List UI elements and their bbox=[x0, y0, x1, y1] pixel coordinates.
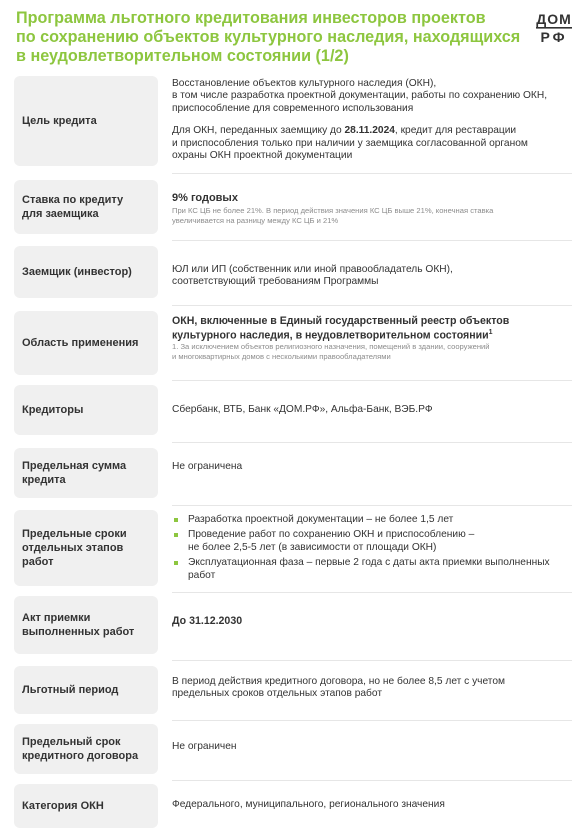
separator bbox=[172, 240, 572, 241]
value-rate: 9% годовых При КС ЦБ не более 21%. В период действия значения КС ЦБ выше 21%, конечная ставка увеличивается на разницу между КС ЦБ и 21% bbox=[172, 192, 572, 225]
value-stages bbox=[172, 514, 572, 582]
label-limit: Предельная сумма кредита bbox=[14, 448, 158, 498]
rate-value: 9% годовых bbox=[172, 192, 238, 204]
value-purpose: Восстановление объектов культурного наследия (ОКН), в том числе разработка проектной документации, работы по сохранению ОКН, приспособление для современного использования Для ОКН, переданных заемщику до 28.11.2024, кредит для реставрации и приспособления только при наличии у заемщика согласованной органом охраны ОКН проектной документации bbox=[172, 78, 548, 162]
logo-bottom-text: РФ bbox=[540, 29, 568, 44]
value-category: Федерального, муниципального, регионального значения bbox=[172, 799, 445, 810]
label-scope: Область применения bbox=[14, 311, 158, 375]
label-rate: Ставка по кредиту для заемщика bbox=[14, 180, 158, 234]
label-term: Предельный срок кредитного договора bbox=[14, 724, 158, 774]
value-term: Не ограничен bbox=[172, 741, 237, 752]
list-item: Проведение работ по сохранению ОКН и приспособлению – не более 2,5-5 лет (в зависимости от площади ОКН) bbox=[172, 529, 572, 554]
value-limit: Не ограничена bbox=[172, 461, 243, 472]
separator bbox=[172, 505, 572, 506]
separator bbox=[172, 592, 572, 593]
title-line-2: по сохранению объектов культурного наследия, находящихся bbox=[16, 28, 521, 46]
label-category: Категория ОКН bbox=[14, 784, 158, 828]
label-act: Акт приемки выполненных работ bbox=[14, 596, 158, 654]
list-item: Эксплуатационная фаза – первые 2 года с даты акта приемки выполненных работ bbox=[172, 557, 572, 582]
label-grace: Льготный период bbox=[14, 666, 158, 714]
purpose-date: 28.11.2024 bbox=[344, 125, 395, 137]
logo-top-text: ДОМ bbox=[536, 11, 572, 27]
label-borrower: Заемщик (инвестор) bbox=[14, 246, 158, 298]
dom-rf-logo bbox=[533, 10, 575, 44]
separator bbox=[172, 305, 572, 306]
separator bbox=[172, 780, 572, 781]
value-act: До 31.12.2030 bbox=[172, 615, 243, 627]
page-title bbox=[16, 9, 521, 66]
list-item: Разработка проектной документации – не более 1,5 лет bbox=[172, 514, 572, 526]
separator bbox=[172, 380, 572, 381]
separator bbox=[172, 660, 572, 661]
value-borrower: ЮЛ или ИП (собственник или иной правообладатель ОКН), соответствующий требованиям Программы bbox=[172, 264, 453, 288]
title-line-1: Программа льготного кредитования инвесторов проектов bbox=[16, 9, 486, 27]
separator bbox=[172, 173, 572, 174]
footnote-marker: 1 bbox=[488, 329, 493, 337]
separator bbox=[172, 720, 572, 721]
value-grace: В период действия кредитного договора, но не более 8,5 лет с учетом предельных сроков отдельных этапов работ bbox=[172, 676, 506, 700]
label-purpose: Цель кредита bbox=[14, 76, 158, 166]
label-stages: Предельные сроки отдельных этапов работ bbox=[14, 510, 158, 586]
value-creditors: Сбербанк, ВТБ, Банк «ДОМ.РФ», Альфа-Банк, ВЭБ.РФ bbox=[172, 404, 433, 415]
value-scope: ОКН, включенные в Единый государственный реестр объектов культурного наследия, в неудовлетворительном состоянии$^1$ 1. За исключением объектов религиозного назначения, помещений в здании, сооружений и многоквартирных домов с несколькими правообладателями bbox=[172, 315, 510, 361]
label-creditors: Кредиторы bbox=[14, 385, 158, 435]
separator bbox=[172, 442, 572, 443]
title-line-3: в неудовлетворительном состоянии (1/2) bbox=[16, 47, 349, 65]
